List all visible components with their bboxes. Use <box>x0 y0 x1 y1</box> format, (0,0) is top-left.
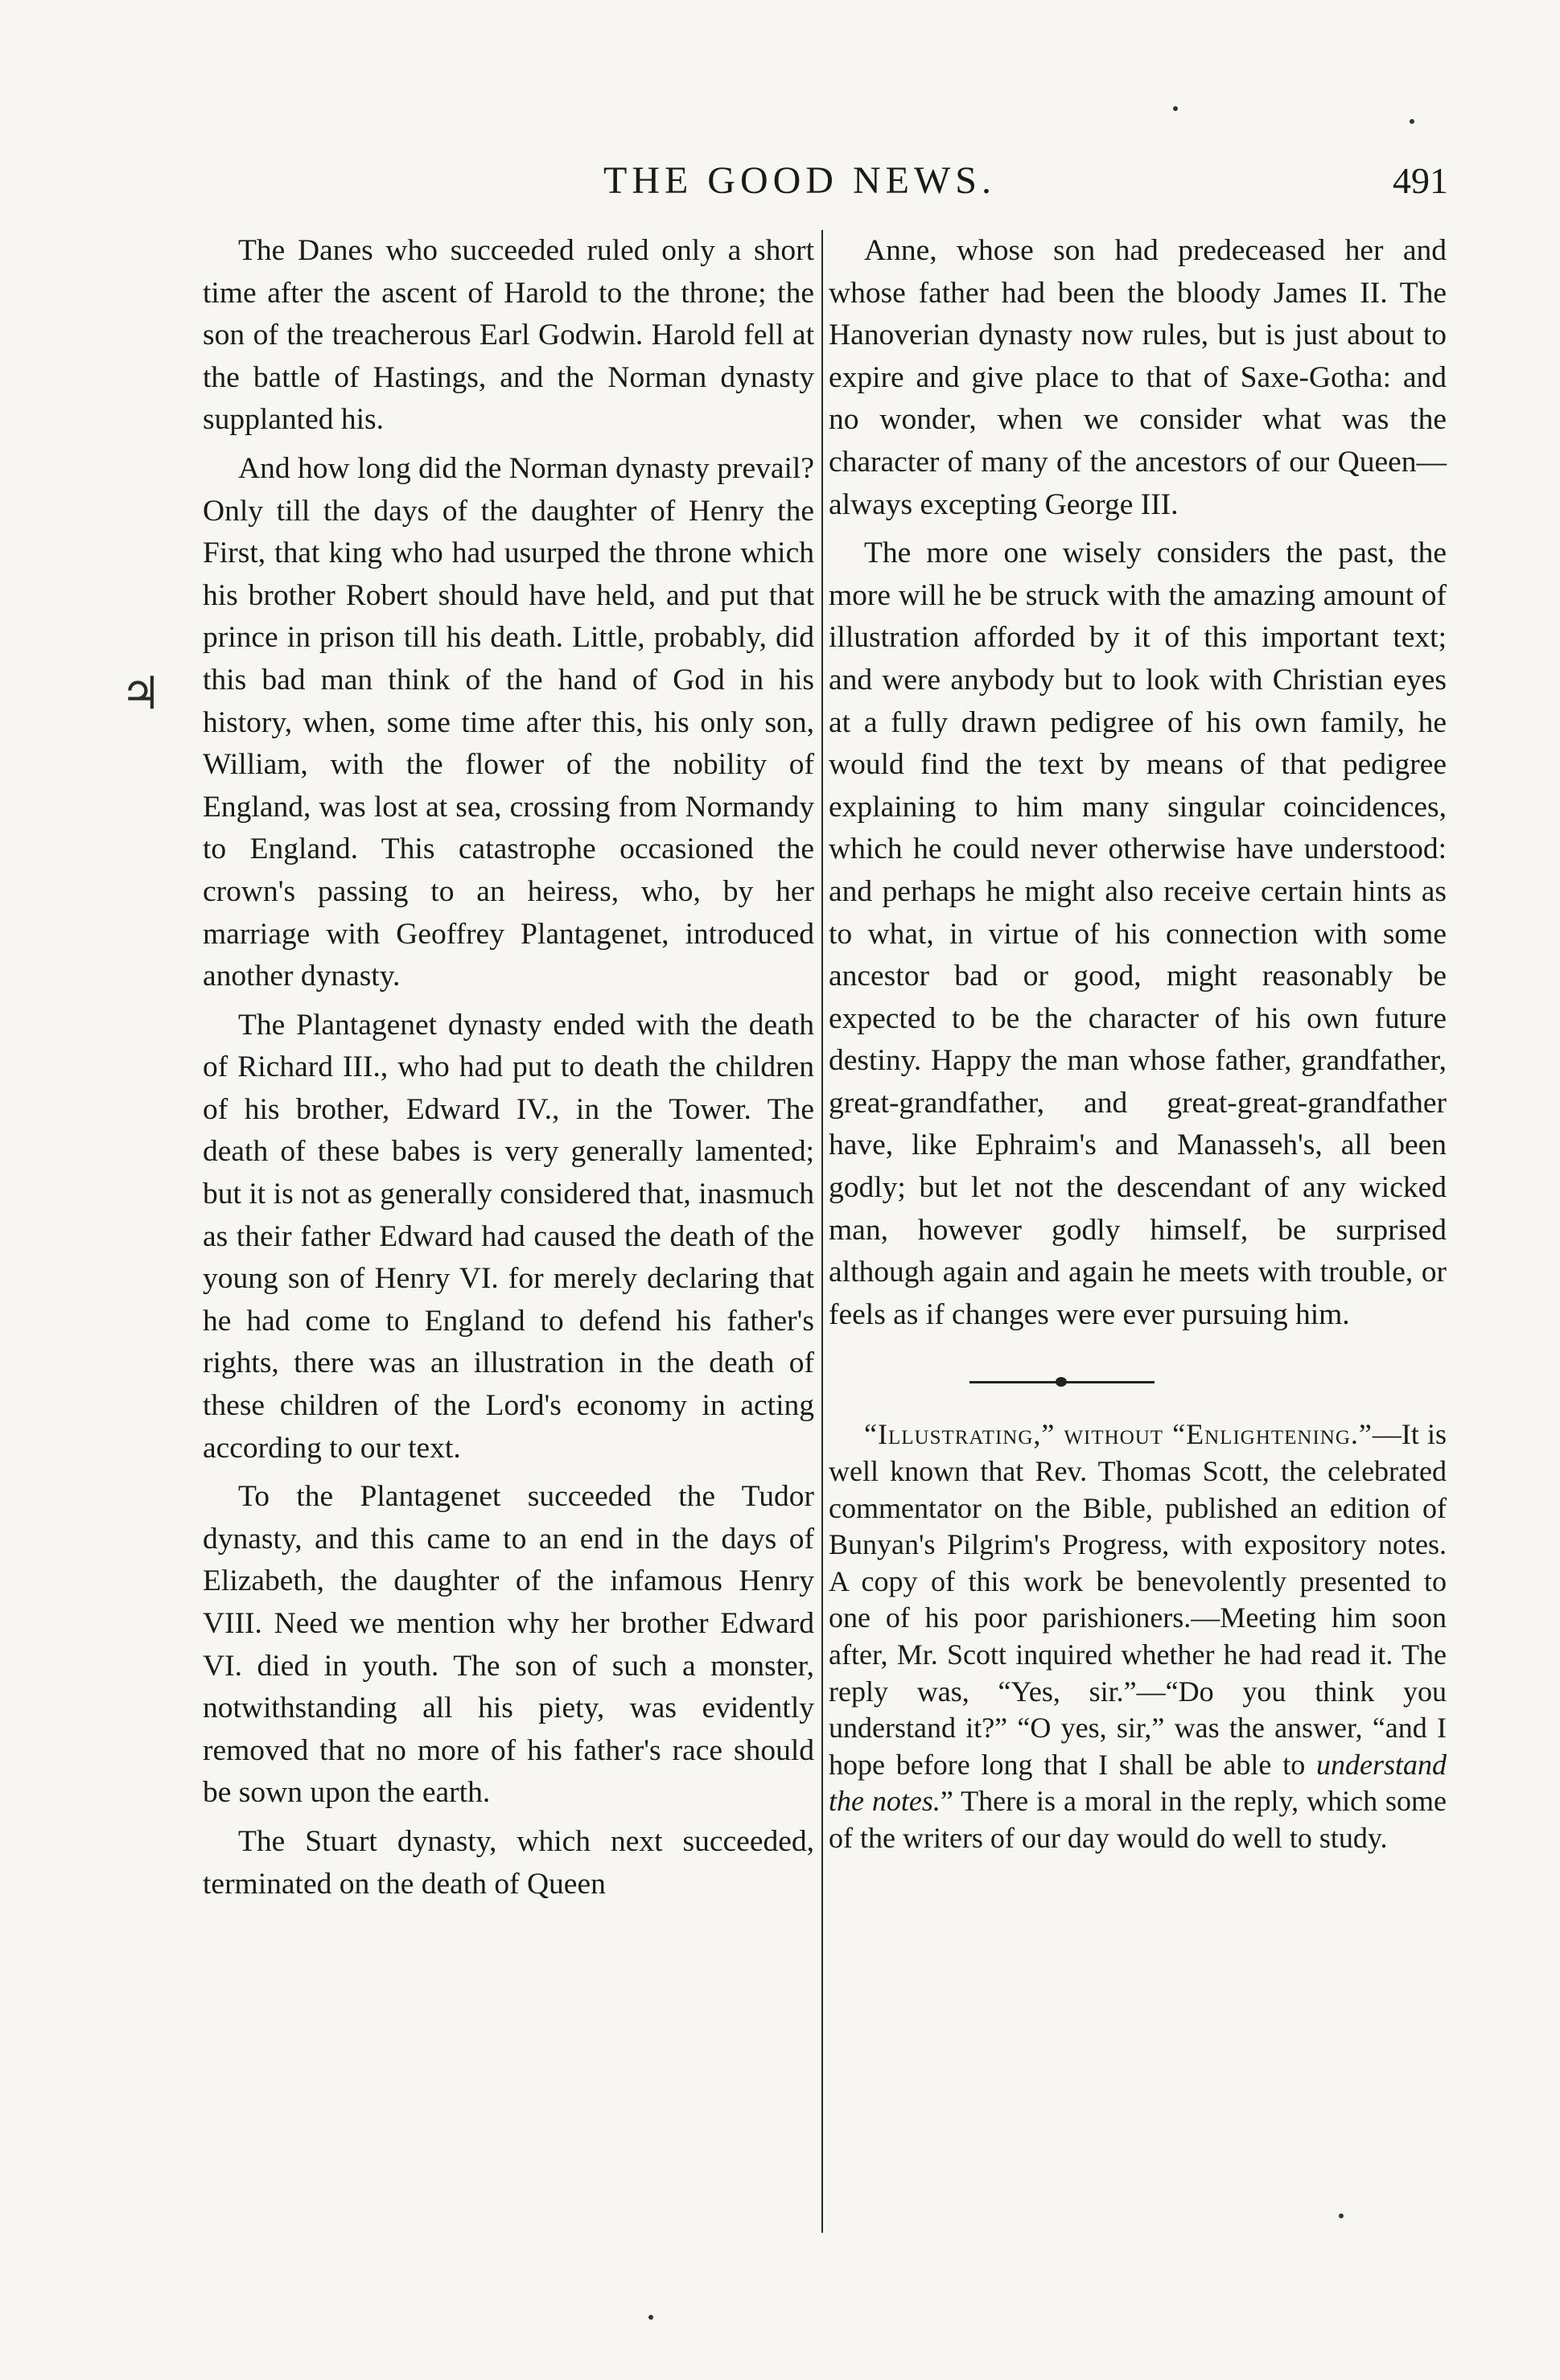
left-paragraph-4: To the Plantagenet succeeded the Tudor dynasty, and this came to an end in the days of Elizabeth, the daughter of the infamous Henry VIII. Need we mention why her brother Edward VI. died in youth. The son of such a monster, notwithstanding all his piety, was evidently removed that no more of his father's race should be sown upon the earth. <box>203 1480 814 1810</box>
right-paragraph-2: The more one wisely considers the past, the more will he be struck with the amazing amount of illustration afforded by it of this important text; and were anybody but to look with Christian eyes at a fully drawn pedigree of his own family, he would find the text by means of that pedigree explaining to him many singular coincidences, which he could never otherwise have understood: and perhaps he might also receive certain hints as to what, in virtue of his connection with some ancestor bad or good, might reasonably be expected to be the character of his own future destiny. Happy the man whose father, grandfather, great-grandfather, and great-great-grandfather have, like Ephraim's and Manasseh's, all been godly; but let not the descendant of any wicked man, however godly himself, be surprised although again and again he meets with trouble, or feels as if changes were ever pursuing him. <box>829 536 1447 1331</box>
left-column <box>203 230 814 1905</box>
print-speck <box>1173 106 1178 111</box>
left-paragraph-3: The Plantagenet dynasty ended with the death of Richard III., who had put to death the children of his brother, Edward IV., in the Tower. The death of these babes is very generally lamented; but it is not as generally considered that, inasmuch as their father Edward had caused the death of the young son of Henry VI. for merely declaring that he had come to England to defend his father's rights, there was an illustration in the death of these children of the Lord's economy in acting according to our text. <box>203 1008 814 1465</box>
print-speck <box>648 2315 653 2320</box>
page-number: 491 <box>1393 160 1448 201</box>
column-divider-rule <box>821 230 823 2233</box>
ornament-dot <box>1056 1377 1067 1387</box>
page-header <box>193 157 1448 205</box>
anecdote-emphasis: understand the notes. <box>829 1748 1447 1818</box>
margin-annotation-mark: ♃ <box>121 669 162 719</box>
right-paragraph-1: Anne, whose son had predeceased her and whose father had been the bloody James II. The Hanoverian dynasty now rules, but is just about to expire and give place to that of Saxe-Gotha: and no wonder, when we consider what was the character of many of the ancestors of our Queen—always excepting George III. <box>829 234 1447 521</box>
print-speck <box>1339 2214 1344 2218</box>
right-column <box>829 230 1447 1857</box>
anecdote-paragraph <box>829 1416 1447 1856</box>
print-speck <box>1410 119 1414 124</box>
left-paragraph-2: And how long did the Norman dynasty prevail? Only till the days of the daughter of Henry the First, that king who had usurped the throne which his brother Robert should have held, and put that prince in prison till his death. Little, probably, did this bad man think of the hand of God in his history, when, some time after this, his only son, William, with the flower of the nobility of England, was lost at sea, crossing from Normandy to England. This catastrophe occasioned the crown's passing to an heiress, who, by her marriage with Geoffrey Plantagenet, introduced another dynasty. <box>203 451 814 993</box>
anecdote-text-start: —It is well known that Rev. Thomas Scott, the celebrated commentator on the Bible, published an edition of Bunyan's Pilgrim's Progress, with expository notes. A copy of this work be benevolently presented to one of his poor parishioners.—Meeting him soon after, Mr. Scott inquired whether he had read it. The reply was, “Yes, sir.”—“Do you think you understand it?” “O yes, sir,” was the answer, “and I hope before long that I shall be able to <box>829 1418 1447 1781</box>
section-divider-ornament <box>829 1344 1447 1416</box>
running-title: THE GOOD NEWS. <box>603 159 996 202</box>
left-paragraph-1: The Danes who succeeded ruled only a short time after the ascent of Harold to the throne; the son of the treacherous Earl Godwin. Harold fell at the battle of Hastings, and the Norman dynasty supplanted his. <box>203 234 814 437</box>
anecdote-heading: “Illustrating,” without “Enlightening.” <box>864 1418 1373 1451</box>
left-paragraph-5: The Stuart dynasty, which next succeeded, terminated on the death of Queen <box>203 1824 814 1901</box>
anecdote-text-end: ” There is a moral in the reply, which some of the writers of our day would do well to study. <box>829 1785 1447 1854</box>
